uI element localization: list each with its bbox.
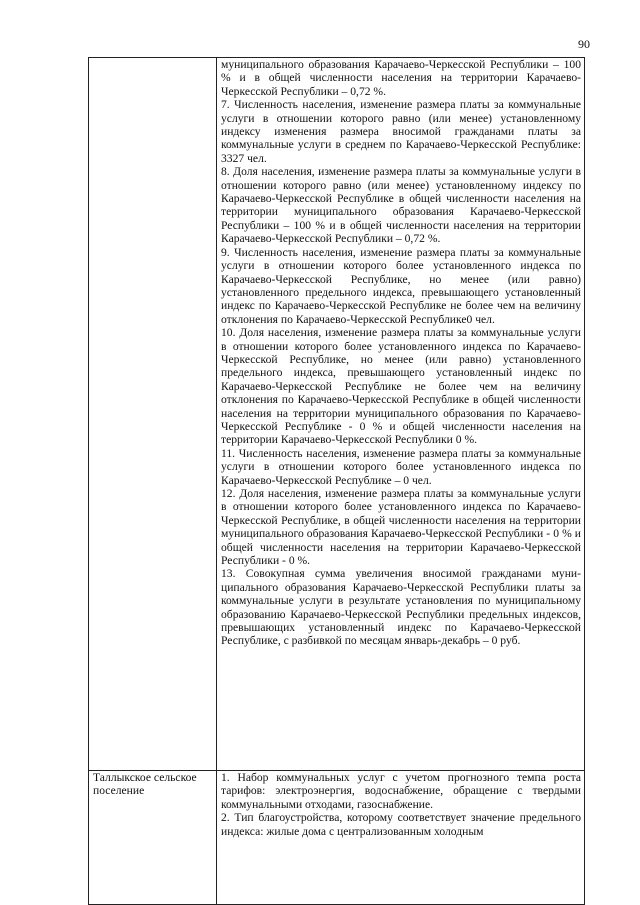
paragraph: 11. Численность населения, изменение размера платы за коммунальные услуги в отношении которого более установленного индекса по Карачаево-Черкесской Республике – 0 чел. [221, 446, 581, 487]
page-number: 90 [578, 37, 590, 51]
paragraph: 2. Тип благоустройства, которому соответствует значение предельного индекса: жилые дома с централизованным холодным [221, 811, 581, 838]
paragraph: 9. Численность населения, изменение размера платы за коммунальные услуги в отношении которого более установленного индекса по Карачаево-Черкесской Республике, но менее (или равно) установленного предельного индекса, превышающего установленный индекс по Карачаево-Черкесской Республике не более чем на величину отклонения по Карачаево-Черкесской Республике0 чел. [221, 245, 581, 326]
data-table [88, 57, 585, 905]
paragraph: 8. Доля населения, изменение размера платы за коммунальные услуги в отношении которого равно (или менее) установленному индексу по Карачаево-Черкесской Республике в общей численности населения на территории муниципального образования Карачаево-Черкесской Республики – 100 % и в общей численности населения на территории Карачаево-Черкесской Республики – 0,72 %. [221, 165, 581, 246]
paragraph: 7. Численность населения, изменение размера платы за коммунальные услуги в отношении которого равно (или менее) установленному индексу изменения размера вносимой гражданами платы за коммунальные услуги в среднем по Карачаево-Черкесской Республике: 3327 чел. [221, 98, 581, 165]
paragraph: 13. Совокупная сумма увеличения вносимой гражданами муниципального образования Карачаево-Черкесской Республики платы за коммунальные услуги в результате установления по муниципальному образованию Карачаево-Черкесской Республики предельных индексов, превышающих установленный индекс по Карачаево-Черкесской Республике, с разбивкой по месяцам январь-декабрь – 0 руб. [221, 567, 581, 648]
table-row [89, 58, 585, 771]
indicators-cell [217, 771, 585, 905]
paragraph: 12. Доля населения, изменение размера платы за коммунальные услуги в отношении которого более установленного индекса по Карачаево-Черкесской Республике, в общей численности населения на территории муниципального образования Карачаево-Черкесской Республики - 0 % и общей численности населения на территории Карачаево-Черкесской Республики - 0 %. [221, 487, 581, 568]
settlement-cell: Таллыкское сельское поселение [89, 771, 217, 905]
paragraph: 1. Набор коммунальных услуг с учетом прогнозного темпа роста тарифов: электроэнергия, водоснабжение, обращение с твердыми коммунальными отходами, газоснабжение. [221, 771, 581, 811]
paragraph: муниципального образования Карачаево-Черкесской Республики – 100 % и в общей численности населения на территории Карачаево-Черкесской Республики – 0,72 %. [221, 58, 581, 98]
indicators-cell [217, 58, 585, 771]
paragraph: 10. Доля населения, изменение размера платы за коммунальные услуги в отношении которого более установленного индекса по Карачаево-Черкесской Республике, но менее (или равно) установленного предельного индекса, превышающего установленный индекс по Карачаево-Черкесской Республике не более чем на величину отклонения по Карачаево-Черкесской Республике в общей численности населения на территории муниципального образования по Карачаево-Черкесской Республике - 0 % и общей численности населения на территории Карачаево-Черкесской Республики 0 %. [221, 326, 581, 447]
settlement-cell [89, 58, 217, 771]
table-row [89, 771, 585, 905]
